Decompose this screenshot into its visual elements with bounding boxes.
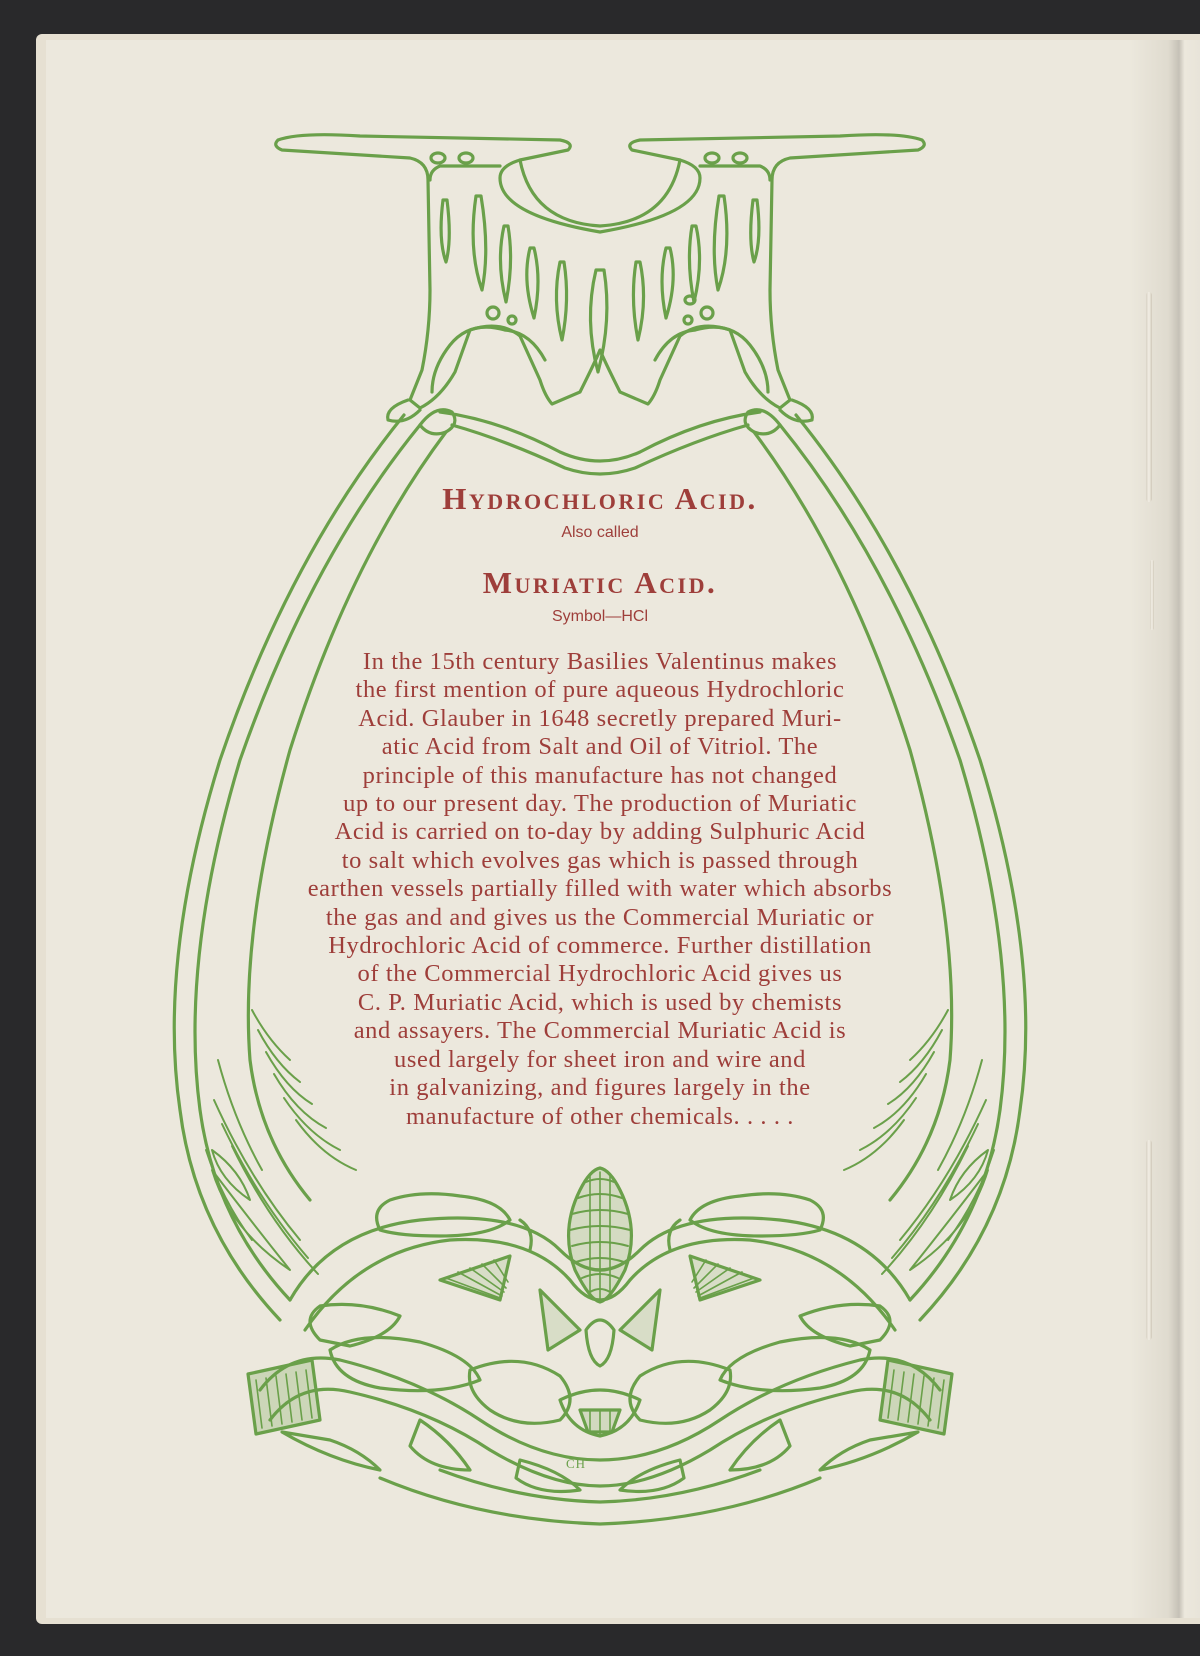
alt-title: Muriatic Acid.: [482, 565, 718, 600]
body-line: atic Acid from Salt and Oil of Vitriol. The: [381, 733, 819, 761]
body-line: to salt which evolves gas which is passed through: [341, 846, 859, 874]
body-line: up to our present day. The production of Muriatic: [343, 790, 857, 818]
body-line: Hydrochloric Acid of commerce. Further distillation: [328, 932, 872, 960]
body-line: of the Commercial Hydrochloric Acid gives us: [357, 960, 843, 988]
body-paragraph: [260, 648, 940, 1131]
body-line: In the 15th century Basilies Valentinus makes: [362, 648, 838, 675]
pine-cone-ornament: [569, 1168, 632, 1302]
body-line: used largely for sheet iron and wire and: [393, 1045, 807, 1073]
artist-monogram: CH: [566, 1456, 587, 1471]
body-line: manufacture of other chemicals. . . . .: [405, 1102, 795, 1130]
text-panel: [228, 480, 972, 1131]
page-title: Hydrochloric Acid.: [442, 481, 758, 516]
body-line: and assayers. The Commercial Muriatic Acid is: [353, 1017, 847, 1045]
body-line: earthen vessels partially filled with water which absorbs: [307, 875, 893, 903]
body-line: Acid is carried on to-day by adding Sulphuric Acid: [334, 818, 866, 846]
alt-name-label: Also called: [561, 524, 639, 541]
body-line: in galvanizing, and figures largely in the: [389, 1074, 811, 1102]
body-line: the first mention of pure aqueous Hydrochloric: [355, 676, 845, 704]
body-line: C. P. Muriatic Acid, which is used by chemists: [357, 988, 843, 1016]
body-line: Acid. Glauber in 1648 secretly prepared Muri-: [358, 704, 842, 732]
body-line: principle of this manufacture has not changed: [362, 761, 838, 789]
vessel-rim-ornament: [276, 135, 925, 474]
body-line: the gas and and gives us the Commercial Muriatic or: [325, 903, 875, 931]
chemical-symbol: Symbol—HCl: [551, 608, 648, 625]
